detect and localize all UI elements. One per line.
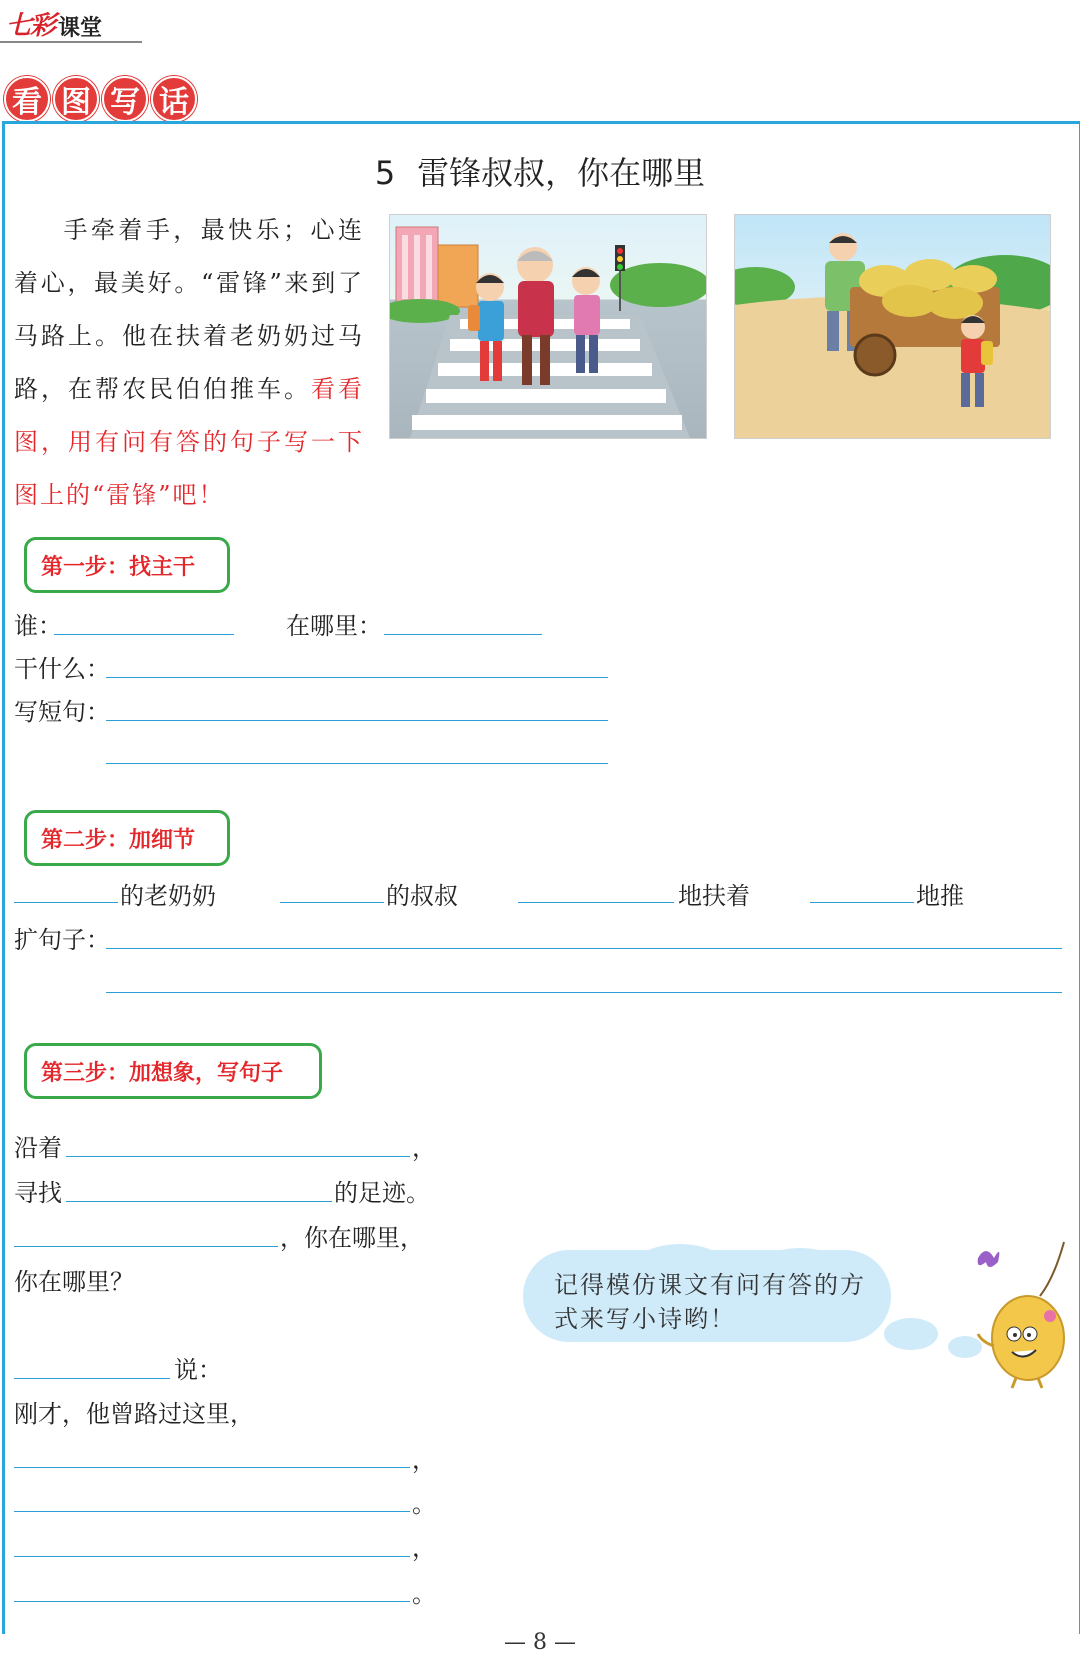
poem-blank-1[interactable] — [66, 1156, 410, 1157]
poem-line3-end: ，你在哪里， — [280, 1224, 424, 1252]
poem-blank-5[interactable] — [14, 1511, 410, 1512]
poem-blank-7[interactable] — [14, 1601, 410, 1602]
expand-blank-2[interactable] — [106, 992, 1062, 993]
poem-blank-4[interactable] — [14, 1467, 410, 1468]
poem-line5-end: 说： — [174, 1356, 222, 1384]
illustration-crosswalk — [389, 214, 707, 439]
badge-char: 话 — [151, 76, 197, 122]
expand-blank-1[interactable] — [106, 948, 1062, 949]
detail-blank-3[interactable] — [518, 902, 674, 903]
detail-blank-4[interactable] — [810, 902, 914, 903]
step3-label: 第三步：加想象，写句子 — [41, 1060, 284, 1086]
poem-line2-start: 寻找 — [14, 1179, 62, 1207]
badge-char: 看 — [4, 76, 50, 122]
butterfly-icon — [978, 1251, 1000, 1267]
short-sentence-blank-2[interactable] — [106, 763, 608, 764]
poem-line1-start: 沿着 — [14, 1134, 62, 1162]
step3-box — [24, 1043, 322, 1099]
lesson-title — [0, 148, 1080, 194]
intro-paragraph — [14, 204, 364, 522]
who-blank[interactable] — [54, 634, 234, 635]
lesson-number: 5 — [374, 154, 396, 192]
detail-blank-1[interactable] — [14, 902, 118, 903]
intro-text: 手牵着手，最快乐；心连着心，最美好。“雷锋”来到了马路上。他在扶着老奶奶过马路，在帮农民伯伯推车。 — [14, 216, 364, 403]
brand-underline — [0, 41, 142, 43]
step2-box — [24, 810, 230, 866]
poem-punct-1: ， — [412, 1446, 436, 1474]
cart-scene — [735, 215, 1050, 438]
lesson-title-text: 雷锋叔叔，你在哪里 — [417, 154, 706, 192]
mascot-icon — [968, 1238, 1076, 1390]
short-sentence-label: 写短句： — [14, 698, 110, 726]
poem-line2-end: 的足迹。 — [334, 1179, 430, 1207]
detail-label-2: 的叔叔 — [386, 882, 458, 910]
poem-line1-end: ， — [412, 1134, 436, 1162]
what-blank[interactable] — [106, 677, 608, 678]
badge-char: 写 — [102, 76, 148, 122]
page-number: — 8 — — [504, 1630, 576, 1655]
badge-char: 图 — [53, 76, 99, 122]
detail-label-1: 的老奶奶 — [120, 882, 216, 910]
step2-label: 第二步：加细节 — [41, 827, 196, 853]
tip-text: 记得模仿课文有问有答的方式来写小诗哟！ — [554, 1271, 866, 1333]
detail-blank-2[interactable] — [280, 902, 384, 903]
poem-line6: 刚才，他曾路过这里， — [14, 1400, 254, 1428]
intro-task: 看看图，用有问有答的句子写一下图上的“雷锋”吧！ — [14, 375, 364, 509]
brand-name: 课堂 — [58, 16, 103, 41]
step1-label: 第一步：找主干 — [41, 554, 196, 580]
poem-blank-3[interactable] — [14, 1246, 278, 1247]
detail-label-4: 地推 — [916, 882, 964, 910]
where-blank[interactable] — [384, 634, 542, 635]
short-sentence-blank-1[interactable] — [106, 720, 608, 721]
poem-line4: 你在哪里？ — [14, 1268, 134, 1296]
brand-logo — [6, 4, 102, 42]
poem-punct-3: ， — [412, 1534, 436, 1562]
what-label: 干什么： — [14, 655, 110, 683]
poem-punct-2: 。 — [412, 1490, 436, 1518]
expand-label: 扩句子： — [14, 926, 110, 954]
cloud-puff — [884, 1318, 938, 1350]
poem-blank-6[interactable] — [14, 1556, 410, 1557]
poem-punct-4: 。 — [412, 1580, 436, 1608]
who-label: 谁： — [14, 612, 62, 640]
where-label: 在哪里： — [286, 612, 382, 640]
poem-blank-speaker[interactable] — [14, 1378, 170, 1379]
crosswalk-scene — [390, 215, 706, 438]
brand-name-stylized: 七彩 — [6, 11, 55, 41]
illustration-pushing-cart — [734, 214, 1051, 439]
detail-label-3: 地扶着 — [678, 882, 750, 910]
section-badges — [4, 76, 197, 122]
poem-blank-2[interactable] — [66, 1201, 332, 1202]
step1-box — [24, 537, 230, 593]
